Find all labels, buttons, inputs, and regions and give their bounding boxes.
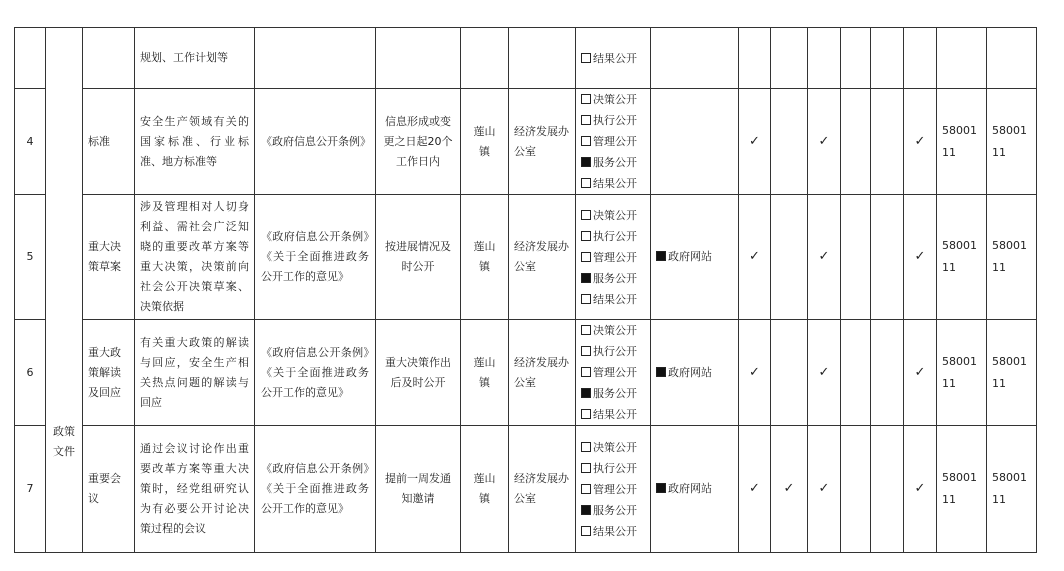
cell-basis: 《政府信息公开条例》《关于全面推进政务公开工作的意见》 [255,320,376,426]
table-row [15,426,1037,553]
cell-code: 5800111 [937,89,987,195]
cell-subject: 莲山镇 [461,320,509,426]
checkbox-filled-icon [581,157,591,167]
checkbox-empty-icon [581,53,591,63]
cell-timing: 提前一周发通知邀请 [376,426,461,553]
checkbox-empty-icon [581,526,591,536]
cell-dept: 经济发展办公室 [509,195,576,320]
checkbox-empty-icon [581,252,591,262]
check-mark-icon: ✓ [914,364,926,380]
check-mark-icon: ✓ [818,249,830,264]
check-mark-icon: ✓ [749,364,760,380]
cell-item: 重大政策解读及回应 [83,320,135,426]
cell-check [871,89,904,195]
option-item: 决策公开 [581,89,645,110]
cell-code [937,28,987,89]
cell-check [871,195,904,320]
option-item: 结果公开 [581,521,645,542]
cell-no [15,28,46,89]
checkbox-filled-icon [656,367,666,377]
cell-options [576,426,651,553]
cell-timing: 按进展情况及时公开 [376,195,461,320]
option-item: 决策公开 [581,205,645,226]
check-mark-icon: ✓ [818,133,830,149]
cell-timing: 重大决策作出后及时公开 [376,320,461,426]
option-item: 执行公开 [581,226,645,247]
cell-timing: 信息形成或变更之日起20个工作日内 [376,89,461,195]
check-mark-icon: ✓ [749,481,760,496]
cell-channel [651,28,739,89]
cell-no: 5 [15,195,46,320]
cell-check [771,195,808,320]
cell-check [808,195,841,320]
cell-code: 5800111 [937,426,987,553]
cell-no: 7 [15,426,46,553]
cell-check [871,426,904,553]
checkbox-empty-icon [581,115,591,125]
cell-timing [376,28,461,89]
checkbox-empty-icon [581,294,591,304]
option-item: 执行公开 [581,341,645,362]
checkbox-empty-icon [581,136,591,146]
cell-channel [651,195,739,320]
cell-options [576,89,651,195]
cell-check [739,195,771,320]
checkbox-empty-icon [581,463,591,473]
cell-content: 安全生产领域有关的国家标准、行业标准、地方标准等 [135,89,255,195]
checkbox-empty-icon [581,178,591,188]
cell-code [987,28,1037,89]
cell-code: 5800111 [987,426,1037,553]
cell-content: 通过会议讨论作出重要改革方案等重大决策时，经党组研究认为有必要公开讨论决策过程的会议 [135,426,255,553]
cell-category-merged [46,28,83,553]
cell-check [841,28,871,89]
cell-check [808,426,841,553]
cell-content: 涉及管理相对人切身利益、需社会广泛知晓的重要改革方案等重大决策，决策前向社会公开决策草案、决策依据 [135,195,255,320]
channel-item: 政府网站 [656,250,712,263]
option-item: 服务公开 [581,383,645,404]
cell-channel [651,426,739,553]
cell-code: 5800111 [987,195,1037,320]
option-item: 服务公开 [581,500,645,521]
table-row [15,89,1037,195]
cell-check [739,426,771,553]
cell-options [576,28,651,89]
cell-check [771,426,808,553]
cell-check [771,89,808,195]
option-item: 结果公开 [581,404,645,425]
cell-check [739,28,771,89]
checkbox-empty-icon [581,346,591,356]
option-item: 执行公开 [581,110,645,131]
cell-no: 4 [15,89,46,195]
check-mark-icon: ✓ [914,481,926,496]
table-row [15,195,1037,320]
cell-item: 重大决策草案 [83,195,135,320]
cell-check [841,89,871,195]
option-item: 执行公开 [581,458,645,479]
cell-item [83,28,135,89]
cell-code: 5800111 [937,320,987,426]
cell-check [808,320,841,426]
cell-channel [651,89,739,195]
option-item: 服务公开 [581,268,645,289]
cell-basis [255,28,376,89]
checkbox-empty-icon [581,442,591,452]
checkbox-filled-icon [656,483,666,493]
check-mark-icon: ✓ [783,481,795,496]
checkbox-empty-icon [581,367,591,377]
cell-subject: 莲山镇 [461,426,509,553]
checkbox-filled-icon [581,273,591,283]
option-item: 结果公开 [581,48,645,69]
cell-item: 标准 [83,89,135,195]
cell-dept: 经济发展办公室 [509,89,576,195]
cell-check [739,320,771,426]
cell-options [576,320,651,426]
cell-check [904,320,937,426]
cell-content: 有关重大政策的解读与回应，安全生产相关热点问题的解读与回应 [135,320,255,426]
check-mark-icon: ✓ [914,249,926,264]
cell-dept: 经济发展办公室 [509,320,576,426]
cell-options [576,195,651,320]
cell-check [871,28,904,89]
checkbox-empty-icon [581,231,591,241]
check-mark-icon: ✓ [749,133,760,149]
cell-check [904,195,937,320]
option-item: 结果公开 [581,173,645,194]
table-row-continuation [15,28,1037,89]
cell-check [841,320,871,426]
channel-item: 政府网站 [656,482,712,495]
option-item: 服务公开 [581,152,645,173]
cell-check [841,426,871,553]
cell-check [771,28,808,89]
channel-item: 政府网站 [656,366,712,379]
option-item: 管理公开 [581,362,645,383]
cell-check [871,320,904,426]
cell-code: 5800111 [987,89,1037,195]
cell-subject: 莲山镇 [461,89,509,195]
cell-check [904,28,937,89]
cell-check [904,426,937,553]
option-item: 决策公开 [581,320,645,341]
checkbox-empty-icon [581,325,591,335]
cell-check [841,195,871,320]
table-body [15,28,1037,553]
option-item: 管理公开 [581,247,645,268]
category-label: 政策文件 [53,425,75,458]
cell-check [904,89,937,195]
disclosure-table [14,27,1037,553]
checkbox-empty-icon [581,94,591,104]
cell-item: 重要会议 [83,426,135,553]
cell-content: 规划、工作计划等 [135,28,255,89]
cell-check [771,320,808,426]
cell-code: 5800111 [987,320,1037,426]
check-mark-icon: ✓ [914,133,926,149]
option-item: 管理公开 [581,479,645,500]
cell-dept [509,28,576,89]
option-item: 结果公开 [581,289,645,310]
cell-check [808,28,841,89]
cell-dept: 经济发展办公室 [509,426,576,553]
cell-no: 6 [15,320,46,426]
cell-basis: 《政府信息公开条例》《关于全面推进政务公开工作的意见》 [255,426,376,553]
check-mark-icon: ✓ [749,249,760,264]
cell-subject [461,28,509,89]
cell-code: 5800111 [937,195,987,320]
cell-channel [651,320,739,426]
cell-check [808,89,841,195]
cell-subject: 莲山镇 [461,195,509,320]
checkbox-filled-icon [581,388,591,398]
check-mark-icon: ✓ [818,481,830,496]
option-item: 管理公开 [581,131,645,152]
checkbox-filled-icon [656,251,666,261]
checkbox-filled-icon [581,505,591,515]
option-item: 决策公开 [581,437,645,458]
cell-basis: 《政府信息公开条例》 [255,89,376,195]
cell-check [739,89,771,195]
checkbox-empty-icon [581,210,591,220]
table-row [15,320,1037,426]
checkbox-empty-icon [581,409,591,419]
check-mark-icon: ✓ [818,364,830,380]
checkbox-empty-icon [581,484,591,494]
cell-basis: 《政府信息公开条例》《关于全面推进政务公开工作的意见》 [255,195,376,320]
